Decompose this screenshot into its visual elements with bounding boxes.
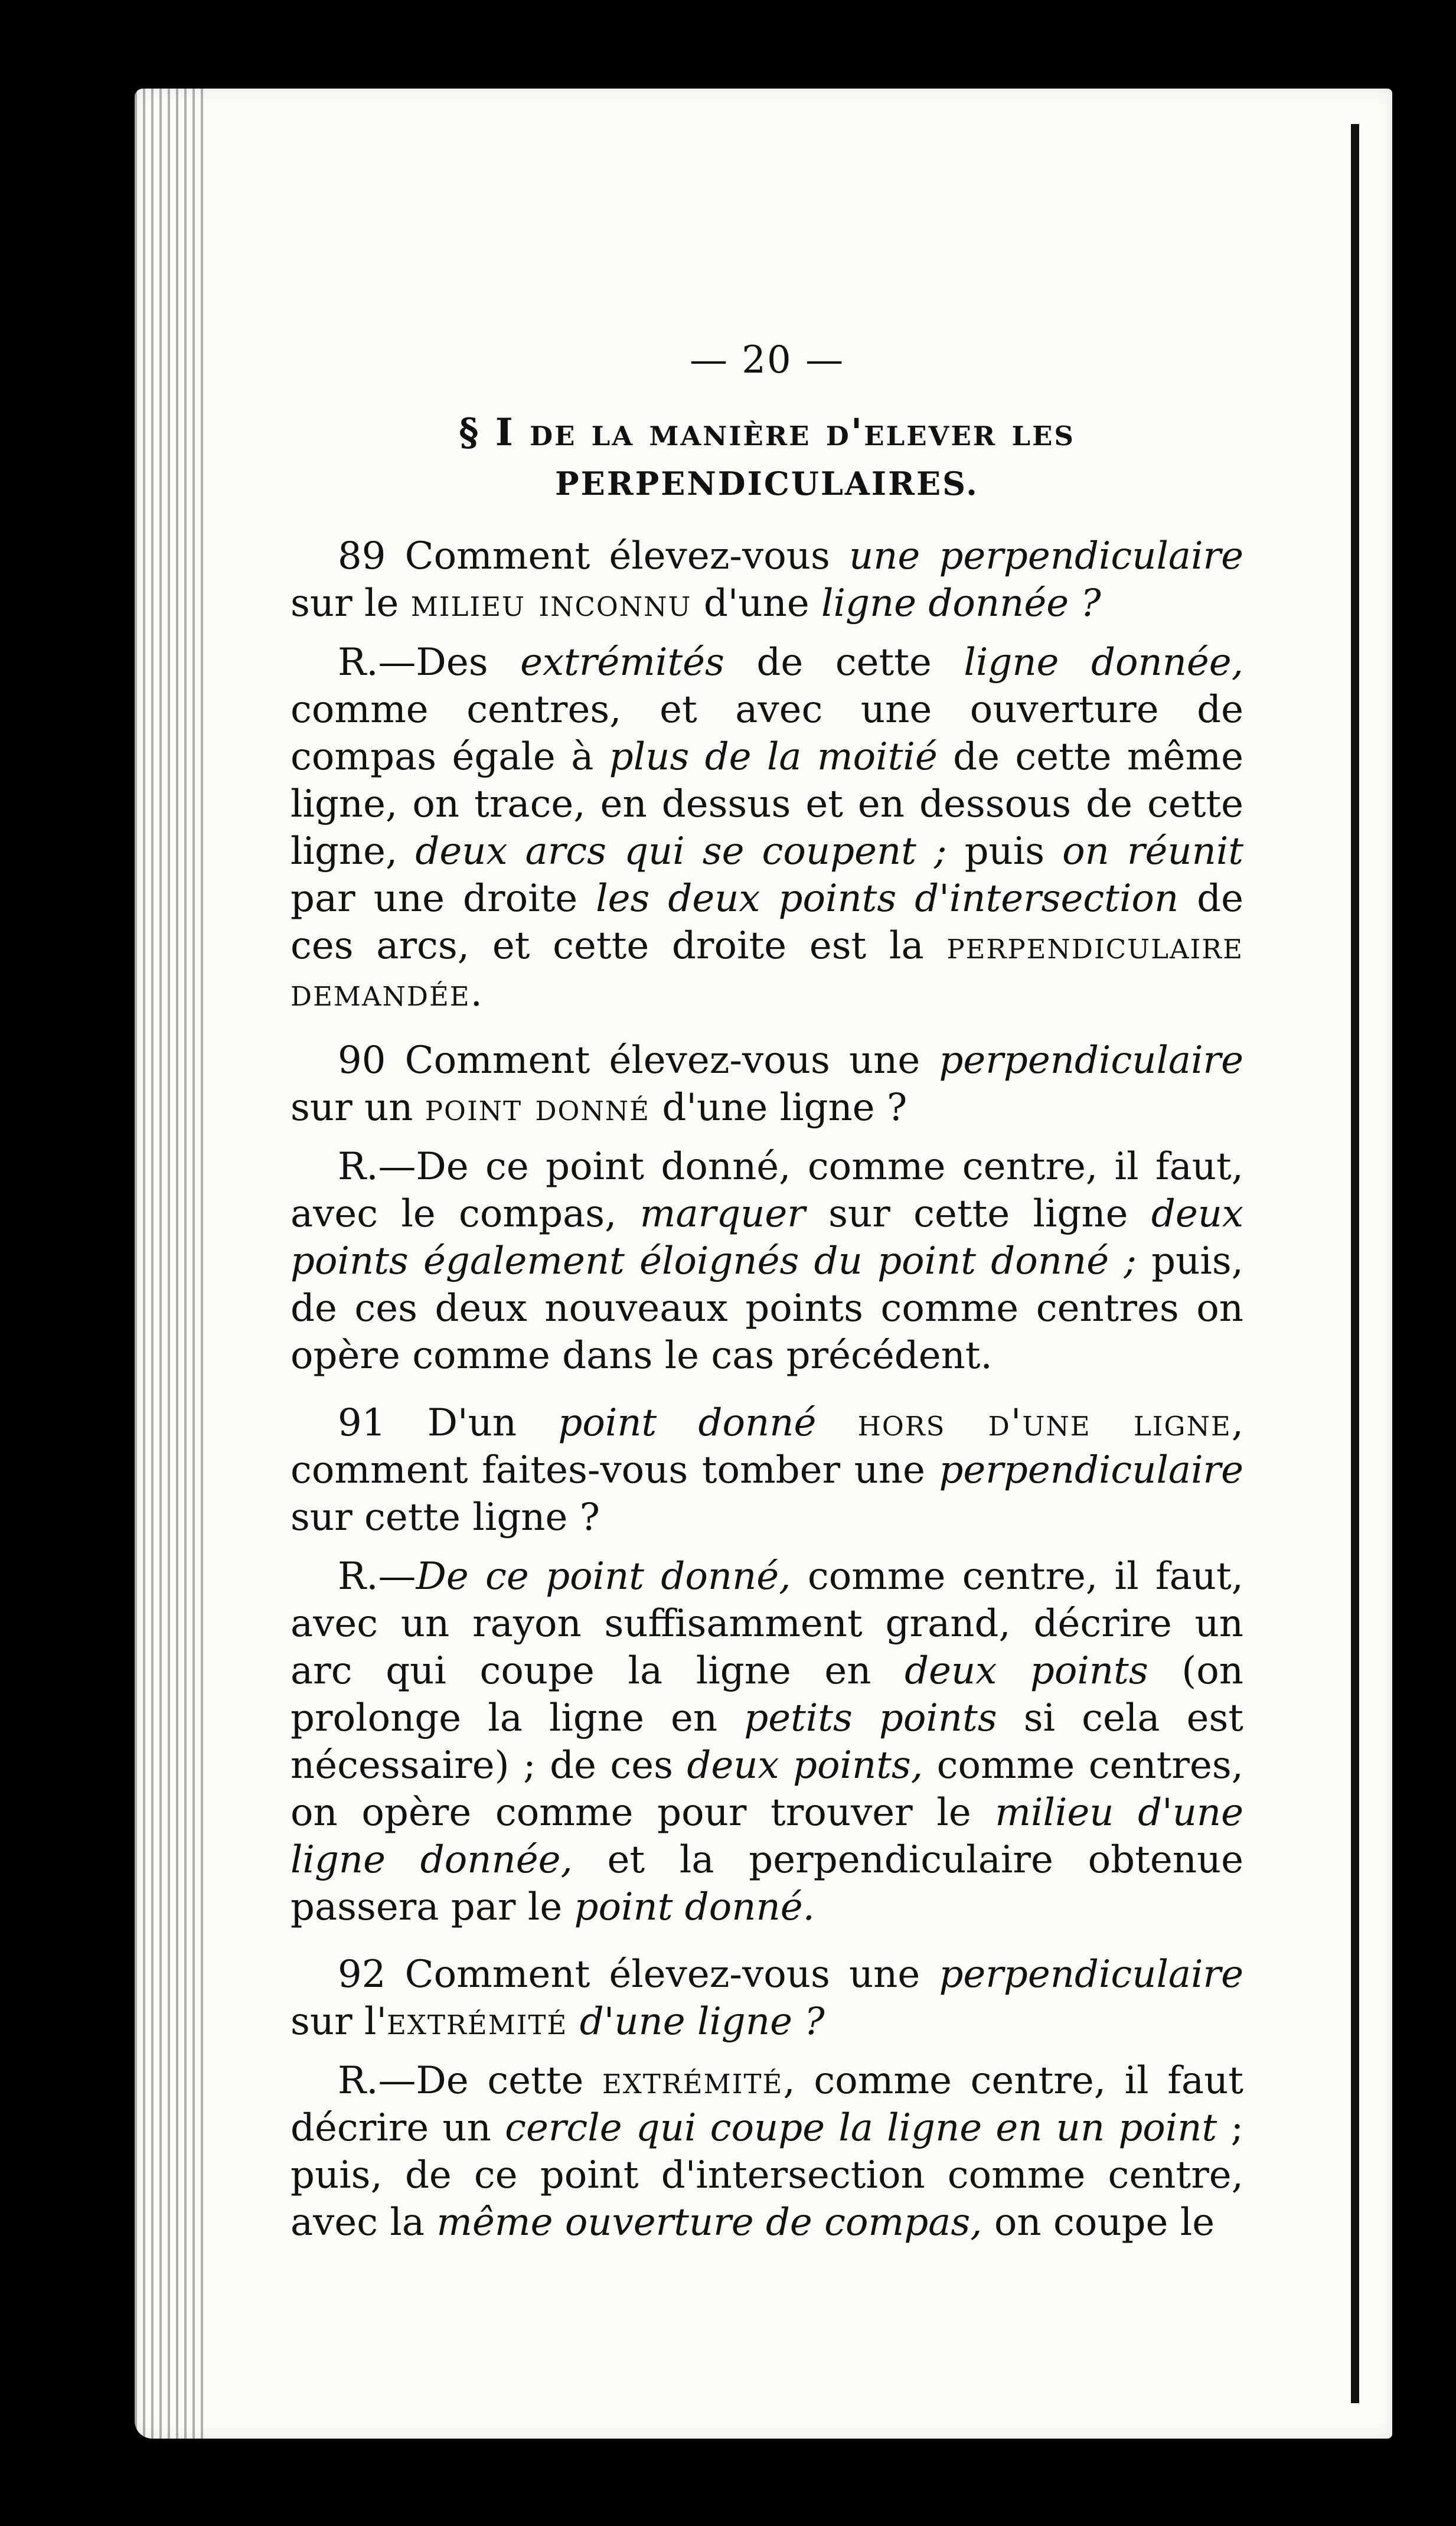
text-run: 91 D'un: [338, 1401, 559, 1445]
question-91: [290, 1399, 1243, 1541]
italic-run: cercle qui coupe la ligne en un point: [505, 2106, 1217, 2150]
page-edge-left: [135, 89, 205, 2439]
text-run: sur cette ligne: [805, 1192, 1151, 1236]
text-run: sur cette ligne ?: [290, 1496, 600, 1539]
italic-run: on réunit: [1062, 830, 1244, 873]
text-run: comme centres, on opère comme pour trouver le: [290, 1744, 1243, 1835]
text-run: , comme centre, il faut décrire un: [290, 2059, 1244, 2150]
text-run: (on prolonge la ligne en: [290, 1649, 1244, 1740]
text-run: R.—De cette: [338, 2059, 602, 2103]
italic-run: perpendiculaire: [939, 1448, 1243, 1492]
smallcaps-run: hors d'une ligne: [857, 1401, 1232, 1445]
text-run: sur un: [290, 1086, 425, 1130]
text-run: si cela est nécessaire) ; de ces: [290, 1696, 1244, 1787]
text-run: par une droite: [290, 877, 596, 921]
text-run: sur le: [290, 582, 411, 625]
text-run: 89 Comment élevez-vous: [338, 534, 849, 578]
text-run: de cette: [724, 641, 964, 684]
italic-run: petits points: [744, 1696, 997, 1740]
smallcaps-run: point donné: [425, 1086, 651, 1130]
text-run: ; puis, de ce point d'intersection comme centre, avec la: [290, 2106, 1244, 2244]
text-run: on coupe le: [982, 2201, 1215, 2244]
text-run: d'une: [691, 582, 822, 625]
smallcaps-run: perpendiculaire demandée.: [290, 924, 1243, 1015]
question-90: [290, 1037, 1243, 1131]
italic-run: point donné: [558, 1401, 817, 1445]
italic-run: les deux points d'intersection: [596, 877, 1179, 921]
text-run: et la perpendiculaire obtenue passera par le: [290, 1838, 1244, 1929]
italic-run: deux arcs qui se coupent ;: [415, 830, 947, 873]
text-run: R.—De ce point donné, comme centre, il faut, avec le compas,: [290, 1145, 1243, 1236]
answer-91: [290, 1553, 1243, 1931]
section-title-head: § I de la manière d'elever les: [459, 410, 1075, 455]
smallcaps-run: extrémité: [387, 2000, 568, 2044]
text-run: R.—Des: [338, 641, 521, 684]
answer-92: [290, 2057, 1243, 2246]
text-run: 90 Comment élevez-vous une: [338, 1039, 939, 1082]
italic-run: une perpendiculaire: [848, 534, 1244, 578]
book-page: [135, 89, 1392, 2439]
italic-run: ligne donnée ?: [821, 582, 1101, 625]
italic-run: marquer: [639, 1192, 805, 1236]
italic-run: deux points,: [687, 1744, 923, 1787]
italic-run: perpendiculaire: [939, 1953, 1243, 1996]
question-89: [290, 533, 1243, 627]
smallcaps-run: milieu inconnu: [410, 582, 692, 625]
answer-89: [290, 639, 1243, 1017]
answer-90: [290, 1143, 1243, 1379]
text-run: de ces arcs, et cette droite est la: [290, 877, 1244, 968]
text-run: comme centre, il faut, avec un rayon suffisamment grand, décrire un arc qui coupe la ligne en: [290, 1555, 1244, 1693]
text-run: de cette même ligne, on trace, en dessus et en dessous de cette ligne,: [290, 735, 1244, 873]
italic-run: extrémités: [520, 641, 724, 684]
text-run: R.—: [338, 1555, 416, 1598]
text-run: [567, 2000, 579, 2044]
italic-run: plus de la moitié: [609, 735, 938, 779]
italic-run: point donné.: [574, 1885, 815, 1929]
text-run: puis: [946, 830, 1063, 873]
italic-run: deux points: [905, 1649, 1148, 1693]
question-92: [290, 1951, 1243, 2045]
page-edge-right: [1351, 124, 1359, 2403]
section-title: [290, 407, 1243, 509]
italic-run: ligne donnée,: [964, 641, 1244, 684]
italic-run: De ce point donné,: [416, 1555, 791, 1598]
smallcaps-run: extrémité: [602, 2059, 784, 2103]
text-run: sur l': [290, 2000, 387, 2044]
italic-run: même ouverture de compas,: [436, 2201, 982, 2244]
italic-run: deux points également éloignés du point donné ;: [290, 1192, 1244, 1283]
page-number: — 20 —: [689, 338, 845, 382]
text-run: [816, 1401, 857, 1445]
text-run: , comment faites-vous tomber une: [290, 1401, 1244, 1492]
text-run: 92 Comment élevez-vous une: [338, 1953, 939, 1996]
text-run: puis, de ces deux nouveaux points comme centres on opère comme dans le cas précédent.: [290, 1239, 1244, 1378]
text-run: d'une ligne ?: [650, 1086, 907, 1130]
text-run: comme centres, et avec une ouverture de compas égale à: [290, 688, 1243, 779]
page-content: [290, 337, 1243, 2258]
italic-run: perpendiculaire: [939, 1039, 1243, 1082]
section-title-tail: PERPENDICULAIRES.: [555, 465, 979, 502]
italic-run: milieu d'une ligne donnée,: [290, 1791, 1243, 1882]
italic-run: d'une ligne ?: [579, 2000, 825, 2044]
